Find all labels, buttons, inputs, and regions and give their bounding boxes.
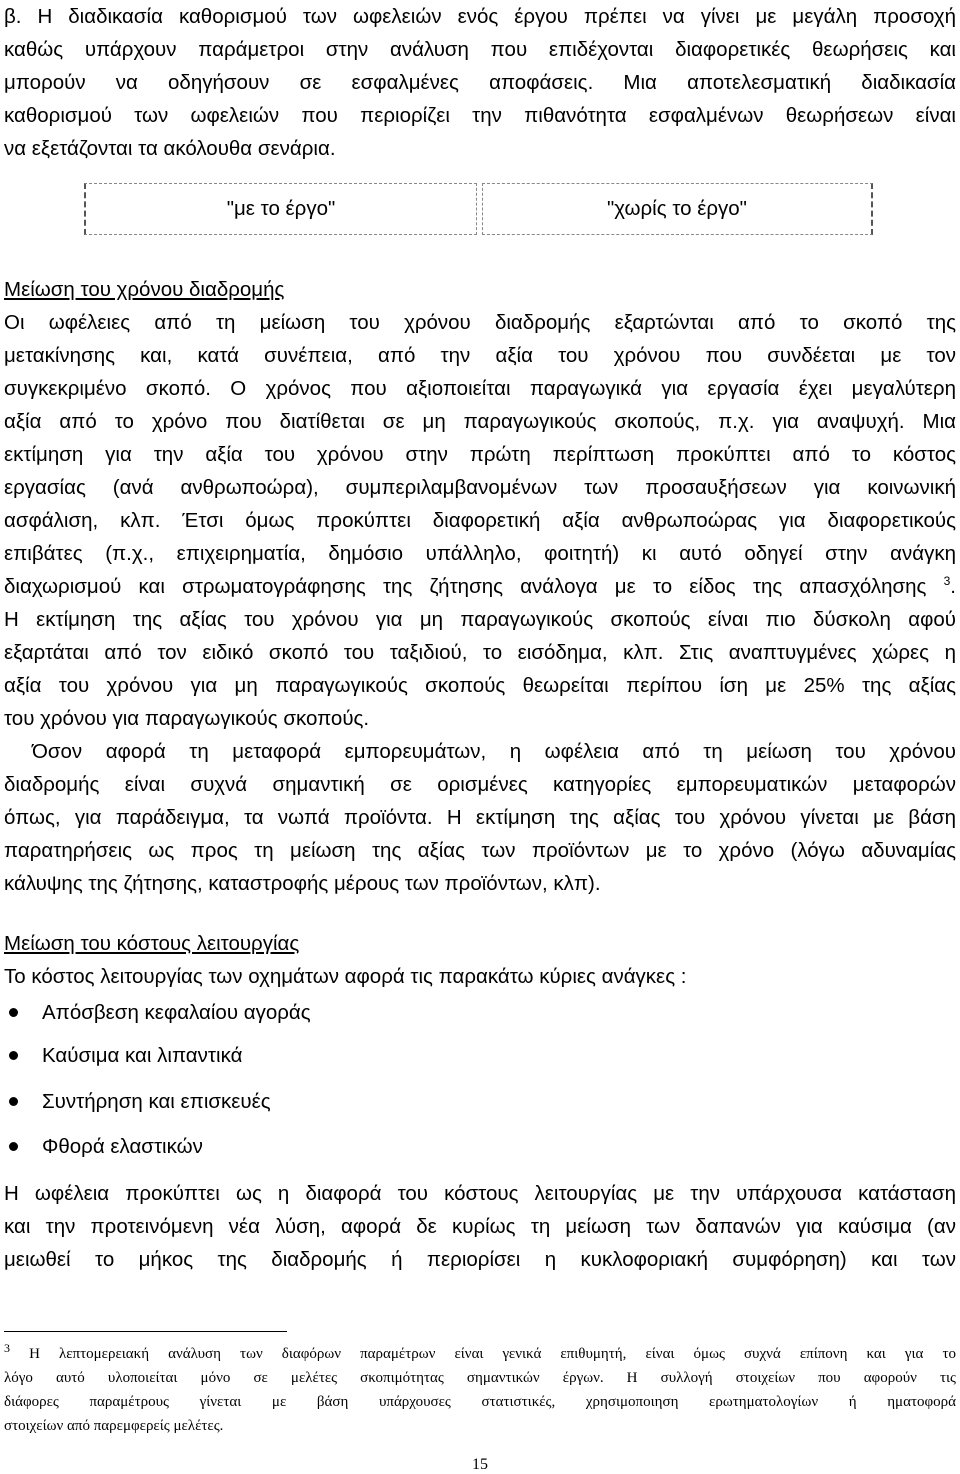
body-line: Οι ωφέλειες από τη μείωση του χρόνου διαδρομής εξαρτώνται από το σκοπό της: [4, 311, 956, 334]
footnote-line: διάφορες παραμέτρους γίνεται με βάση υπάρχουσες στατιστικές, χρησιμοποιηση ερωτηματολογίων ή ηματοφορά: [4, 1394, 956, 1410]
page-number: 15: [472, 1456, 488, 1473]
body-line: διαχωρισμού και στρωματογράφησης της ζήτησης ανάλογα με το είδος της απασχόλησης: [4, 575, 927, 598]
footnote-number: 3: [4, 1341, 10, 1355]
footnote-line: λόγο αυτό υλοποιείται μόνο σε μελέτες σκοπιμότητας σημαντικών έργων. Η συλλογή στοιχείων που αφορούν τις: [4, 1370, 956, 1386]
body-line: εκτίμηση για την αξία του χρόνου στην πρώτη περίπτωση προκύπτει από το κόστος: [4, 443, 956, 466]
body-line: αξία του χρόνου για μη παραγωγικούς σκοπούς θεωρείται περίπου ίση με 25% της αξίας: [4, 674, 956, 697]
with-project-box: [84, 183, 477, 235]
document-page: β. Η διαδικασία καθορισμού των ωφελειών ενός έργου πρέπει να γίνει με μεγάλη προσοχή καθώς υπάρχουν παράμετροι στην ανάλυση που επιδέχονται διαφορετικές θεωρήσεις και μπορούν να οδηγήσουν σε εσφαλμένες αποφάσεις. Μια αποτελεσματική διαδικασία καθορισμού των ωφελειών που περιορίζει την πιθανότητα εσφαλμένων θεωρήσεων είναι να εξετάζονται τα ακόλουθα σενάρια. "με το έργο" "χωρίς το έργο" Μείωση του χρόνου διαδρομής Οι ωφέλειες από τη μείωση του χρόνου διαδρομής εξαρτώνται από το σκοπό της μετακίνησης και, κατά συνέπεια, από την αξία του χρόνου που συνδέεται με τον συγκεκριμένο σκοπό. Ο χρόνος που αξιοποιείται παραγωγικά για εργασία έχει μεγαλύτερη αξία από το χρόνο που διατίθεται σε μη παραγωγικούς σκοπούς, π.χ. για αναψυχή. Μια εκτίμηση για την αξία του χρόνου στην πρώτη περίπτωση προκύπτει από το κόστος εργασίας (ανά ανθρωποώρα), συμπεριλαμβανομένων των προσαυξήσεων για κοινωνική ασφάλιση, κλπ. Έτσι όμως προκύπτει διαφορετική αξία ανθρωποώρας για διαφορετικούς επιβάτες (π.χ., επιχειρηματία, δημόσιο υπάλληλο, φοιτητή) κι αυτό οδηγεί στην ανάγκη διαχωρισμού και στρωματογράφησης της ζήτησης ανάλογα με το είδος της απασχόλησης $^3$. Η εκτίμηση της αξίας του χρόνου για μη παραγωγικούς σκοπούς είναι πιο δύσκολη αφού εξαρτάται από τον ειδικό σκοπό του ταξιδιού, το εισόδημα, κλπ. Στις αναπτυγμένες χώρες η αξία του χρόνου για μη παραγωγικούς σκοπούς θεωρείται περίπου ίση με 25% της αξίας του χρόνου για παραγωγικούς σκοπούς. Όσον αφορά τη μεταφορά εμπορευμάτων, η ωφέλεια από τη μείωση του χρόνου διαδρομής είναι συχνά σημαντική σε ορισμένες κατηγορίες εμπορευματικών μεταφορών όπως, για παράδειγμα, τα νωπά προϊόντα. Η εκτίμηση της αξίας του χρόνου γίνεται με βάση παρατηρήσεις ως προς τη μείωση της αξίας των προϊόντων με το χρόνο (λόγω αδυναμίας κάλυψης της ζήτησης, καταστροφής μέρους των προϊόντων, κλπ). Μείωση του κόστους λειτουργίας Το κόστος λειτουργίας των οχημάτων αφορά τις παρακάτω κύριες ανάγκες : Απόσβεση κεφαλαίου αγοράς Καύσιμα και λιπαντικά Συντήρηση και επισκευές Φθορά ελαστικών Η ωφέλεια προκύπτει ως η διαφορά του κόστους λειτουργίας με την υπάρχουσα κατάσταση και την προτεινόμενη νέα λύση, αφορά δε κυρίως τη μείωση των δαπανών για καύσιμα (αν μειωθεί το μήκος της διαδρομής ή περιορίσει η κυκλοφοριακή συμφόρηση) και των $^3$ Η λεπτομερειακή ανάλυση των διαφόρων παραμέτρων είναι γενικά επιθυμητή, είναι όμως συχνά επίπονη και για το λόγο αυτό υλοποιείται μόνο σε μελέτες σκοπιμότητας σημαντικών έργων. Η συλλογή στοιχείων που αφορούν τις διάφορες παραμέτρους γίνεται με βάση υπάρχουσες στατιστικές, χρησιμοποιηση ερωτηματολογίων ή ηματοφορά στοιχείων από παρεμφερείς μελέτες. 15: [0, 0, 960, 1474]
body-line: συγκεκριμένο σκοπό. Ο χρόνος που αξιοποιείται παραγωγικά για εργασία έχει μεγαλύτερη: [4, 377, 956, 400]
footnote-ref[interactable]: 3: [943, 574, 951, 589]
body-line: εξαρτάται από τον ειδικό σκοπό του ταξιδιού, το εισόδημα, κλπ. Στις αναπτυγμένες χώρες η: [4, 641, 956, 664]
footnote-line: $^3$ Η λεπτομερειακή ανάλυση των διαφόρων παραμέτρων είναι γενικά επιθυμητή, είναι όμως συχνά επίπονη και για το: [4, 1341, 956, 1362]
intro-line: καθώς υπάρχουν παράμετροι στην ανάλυση που επιδέχονται διαφορετικές θεωρήσεις και: [4, 38, 956, 61]
without-project-label: "χωρίς το έργο": [607, 197, 747, 220]
section-travel-time: [4, 273, 956, 900]
body-line: Η ωφέλεια προκύπτει ως η διαφορά του κόστους λειτουργίας με την υπάρχουσα κατάσταση: [4, 1182, 956, 1205]
bullet-icon: [9, 1097, 18, 1106]
freight-line: παρατηρήσεις ως προς τη μείωση της αξίας των προϊόντων με το χρόνο (λόγω αδυναμίας: [4, 839, 956, 862]
bullet-icon: [9, 1142, 18, 1151]
body-line-with-footnote: διαχωρισμού και στρωματογράφησης της ζήτησης ανάλογα με το είδος της απασχόλησης $^3$.: [4, 574, 956, 598]
body-line: μετακίνησης και, κατά συνέπεια, από την αξία του χρόνου που συνδέεται με τον: [4, 344, 956, 367]
section-heading: Μείωση του χρόνου διαδρομής: [4, 278, 285, 301]
intro-line: μπορούν να οδηγήσουν σε εσφαλμένες αποφάσεις. Μια αποτελεσματική διαδικασία: [4, 71, 956, 94]
section-operating-cost: [4, 927, 956, 993]
freight-line: όπως, για παράδειγμα, τα νωπά προϊόντα. Η εκτίμηση της αξίας του χρόνου γίνεται με βάση: [4, 806, 956, 829]
section-intro: Το κόστος λειτουργίας των οχημάτων αφορά τις παρακάτω κύριες ανάγκες :: [4, 965, 687, 988]
body-line: Η εκτίμηση της αξίας του χρόνου για μη παραγωγικούς σκοπούς είναι πιο δύσκολη αφού: [4, 608, 956, 631]
with-project-label: "με το έργο": [226, 197, 336, 220]
footnote-line: στοιχείων από παρεμφερείς μελέτες.: [4, 1418, 224, 1434]
body-line: εργασίας (ανά ανθρωποώρα), συμπεριλαμβανομένων των προσαυξήσεων για κοινωνική: [4, 476, 956, 499]
intro-line: να εξετάζονται τα ακόλουθα σενάρια.: [4, 137, 336, 160]
body-line: αξία από το χρόνο που διατίθεται σε μη παραγωγικούς σκοπούς, π.χ. για αναψυχή. Μια: [4, 410, 956, 433]
freight-line: διαδρομής είναι συχνά σημαντική σε ορισμένες κατηγορίες εμπορευματικών μεταφορών: [4, 773, 956, 796]
freight-line: Όσον αφορά τη μεταφορά εμπορευμάτων, η ωφέλεια από τη μείωση του χρόνου: [32, 740, 956, 763]
bullet-icon: [9, 1008, 18, 1017]
bullet-icon: [9, 1051, 18, 1060]
scenario-boxes: [84, 183, 874, 235]
intro-line: β. Η διαδικασία καθορισμού των ωφελειών ενός έργου πρέπει να γίνει με μεγάλη προσοχή: [4, 5, 956, 28]
without-project-box: [482, 183, 873, 235]
freight-line: κάλυψης της ζήτησης, καταστροφής μέρους των προϊόντων, κλπ).: [4, 872, 601, 895]
body-line: μειωθεί το μήκος της διαδρομής ή περιορίσει η κυκλοφοριακή συμφόρηση) και των: [4, 1248, 956, 1271]
body-line: επιβάτες (π.χ., επιχειρηματία, δημόσιο υπάλληλο, φοιτητή) κι αυτό οδηγεί στην ανάγκη: [4, 542, 956, 565]
section-heading: Μείωση του κόστους λειτουργίας: [4, 932, 300, 955]
body-line: και την προτεινόμενη νέα λύση, αφορά δε κυρίως τη μείωση των δαπανών για καύσιμα (αν: [4, 1215, 956, 1238]
footnote: [4, 1342, 956, 1438]
benefit-paragraph: [4, 1177, 956, 1276]
body-line: του χρόνου για παραγωγικούς σκοπούς.: [4, 707, 370, 730]
intro-line: καθορισμού των ωφελειών που περιορίζει την πιθανότητα εσφαλμένων θεωρήσεων είναι: [4, 104, 956, 127]
footnote-divider: [4, 1331, 287, 1332]
intro-paragraph: [4, 0, 956, 165]
body-line: ασφάλιση, κλπ. Έτσι όμως προκύπτει διαφορετική αξία ανθρωποώρας για διαφορετικούς: [4, 509, 956, 532]
